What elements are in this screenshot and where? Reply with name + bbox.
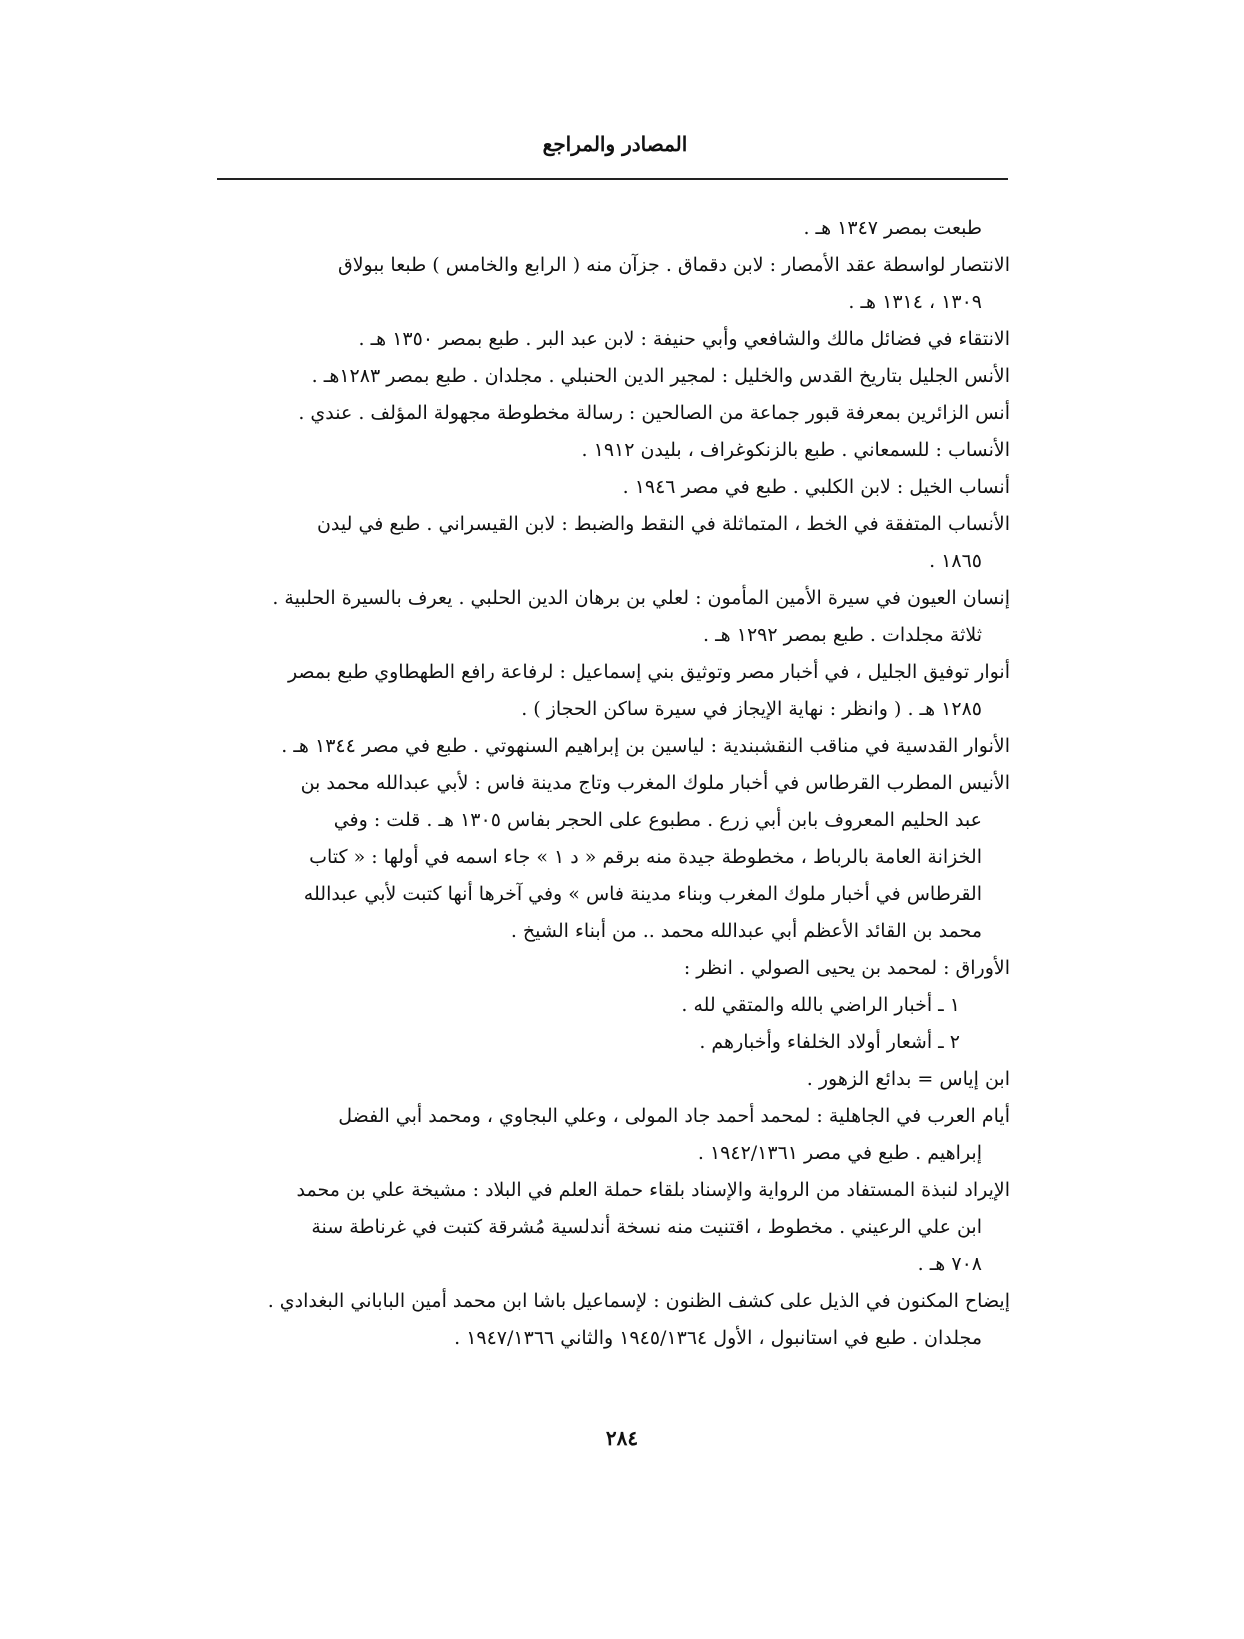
bibliography-line: ٧٠٨ هـ .	[917, 1253, 982, 1275]
bibliography-line: ١ ـ أخبار الراضي بالله والمتقي لله .	[681, 994, 960, 1016]
bibliography-line: ابن إياس = بدائع الزهور .	[806, 1068, 1010, 1090]
bibliography-line: ١٨٦٥ .	[929, 550, 982, 572]
bibliography-line: الأنوار القدسية في مناقب النقشبندية : لياسين بن إبراهيم السنهوتي . طبع في مصر ١٣٤٤ هـ .	[281, 735, 1010, 757]
bibliography-list	[215, 210, 1010, 1357]
bibliography-line: إنسان العيون في سيرة الأمين المأمون : لعلي بن برهان الدين الحلبي . يعرف بالسيرة الحلبية .	[272, 587, 1010, 609]
bibliography-line: إيضاح المكنون في الذيل على كشف الظنون : لإسماعيل باشا ابن محمد أمين الباباني البغدادي .	[267, 1290, 1010, 1312]
bibliography-line: أنوار توفيق الجليل ، في أخبار مصر وتوثيق بني إسماعيل : لرفاعة رافع الطهطاوي طبع بمصر	[287, 661, 1010, 683]
header-divider	[217, 178, 1008, 180]
bibliography-line: محمد بن القائد الأعظم أبي عبدالله محمد .. من أبناء الشيخ .	[510, 920, 982, 942]
bibliography-line: ١٢٨٥ هـ . ( وانظر : نهاية الإيجاز في سيرة ساكن الحجاز ) .	[521, 698, 982, 720]
bibliography-line: الأنيس المطرب القرطاس في أخبار ملوك المغرب وتاج مدينة فاس : لأبي عبدالله محمد بن	[300, 772, 1010, 794]
bibliography-line: طبعت بمصر ١٣٤٧ هـ .	[803, 217, 982, 239]
bibliography-line: الأنساب : للسمعاني . طبع بالزنكوغراف ، بليدن ١٩١٢ .	[581, 439, 1010, 461]
page-header-title: المصادر والمراجع	[542, 132, 688, 156]
bibliography-line: الانتقاء في فضائل مالك والشافعي وأبي حنيفة : لابن عبد البر . طبع بمصر ١٣٥٠ هـ .	[358, 328, 1010, 350]
bibliography-line: أنساب الخيل : لابن الكلبي . طبع في مصر ١٩٤٦ .	[622, 476, 1010, 498]
bibliography-line: عبد الحليم المعروف بابن أبي زرع . مطبوع على الحجر بفاس ١٣٠٥ هـ . قلت : وفي	[333, 809, 982, 831]
bibliography-line: ابن علي الرعيني . مخطوط ، اقتنيت منه نسخة أندلسية مُشرقة كتبت في غرناطة سنة	[311, 1216, 982, 1238]
page-number: ٢٨٤	[605, 1426, 639, 1450]
bibliography-line: أيام العرب في الجاهلية : لمحمد أحمد جاد المولى ، وعلي البجاوي ، ومحمد أبي الفضل	[338, 1105, 1010, 1127]
bibliography-line: إبراهيم . طبع في مصر ١٩٤٢/١٣٦١ .	[697, 1142, 982, 1164]
bibliography-line: الأنس الجليل بتاريخ القدس والخليل : لمجير الدين الحنبلي . مجلدان . طبع بمصر ١٢٨٣هـ .	[311, 365, 1010, 387]
bibliography-line: مجلدان . طبع في استانبول ، الأول ١٩٤٥/١٣٦٤ والثاني ١٩٤٧/١٣٦٦ .	[454, 1327, 982, 1349]
bibliography-line: الإيراد لنبذة المستفاد من الرواية والإسناد بلقاء حملة العلم في البلاد : مشيخة علي بن محمد	[296, 1179, 1010, 1201]
bibliography-line: القرطاس في أخبار ملوك المغرب وبناء مدينة فاس » وفي آخرها أنها كتبت لأبي عبدالله	[303, 883, 982, 905]
bibliography-line: الانتصار لواسطة عقد الأمصار : لابن دقماق . جزآن منه ( الرابع والخامس ) طبعا ببولاق	[337, 254, 1010, 276]
bibliography-line: ثلاثة مجلدات . طبع بمصر ١٢٩٢ هـ .	[703, 624, 982, 646]
bibliography-line: أنس الزائرين بمعرفة قبور جماعة من الصالحين : رسالة مخطوطة مجهولة المؤلف . عندي .	[298, 402, 1010, 424]
bibliography-line: الأنساب المتفقة في الخط ، المتماثلة في النقط والضبط : لابن القيسراني . طبع في ليدن	[316, 513, 1010, 535]
bibliography-line: ١٣٠٩ ، ١٣١٤ هـ .	[848, 291, 982, 313]
bibliography-line: الخزانة العامة بالرباط ، مخطوطة جيدة منه برقم « د ١ » جاء اسمه في أولها : « كتاب	[309, 846, 982, 868]
bibliography-line: ٢ ـ أشعار أولاد الخلفاء وأخبارهم .	[699, 1031, 960, 1053]
bibliography-line: الأوراق : لمحمد بن يحيى الصولي . انظر :	[683, 957, 1010, 979]
